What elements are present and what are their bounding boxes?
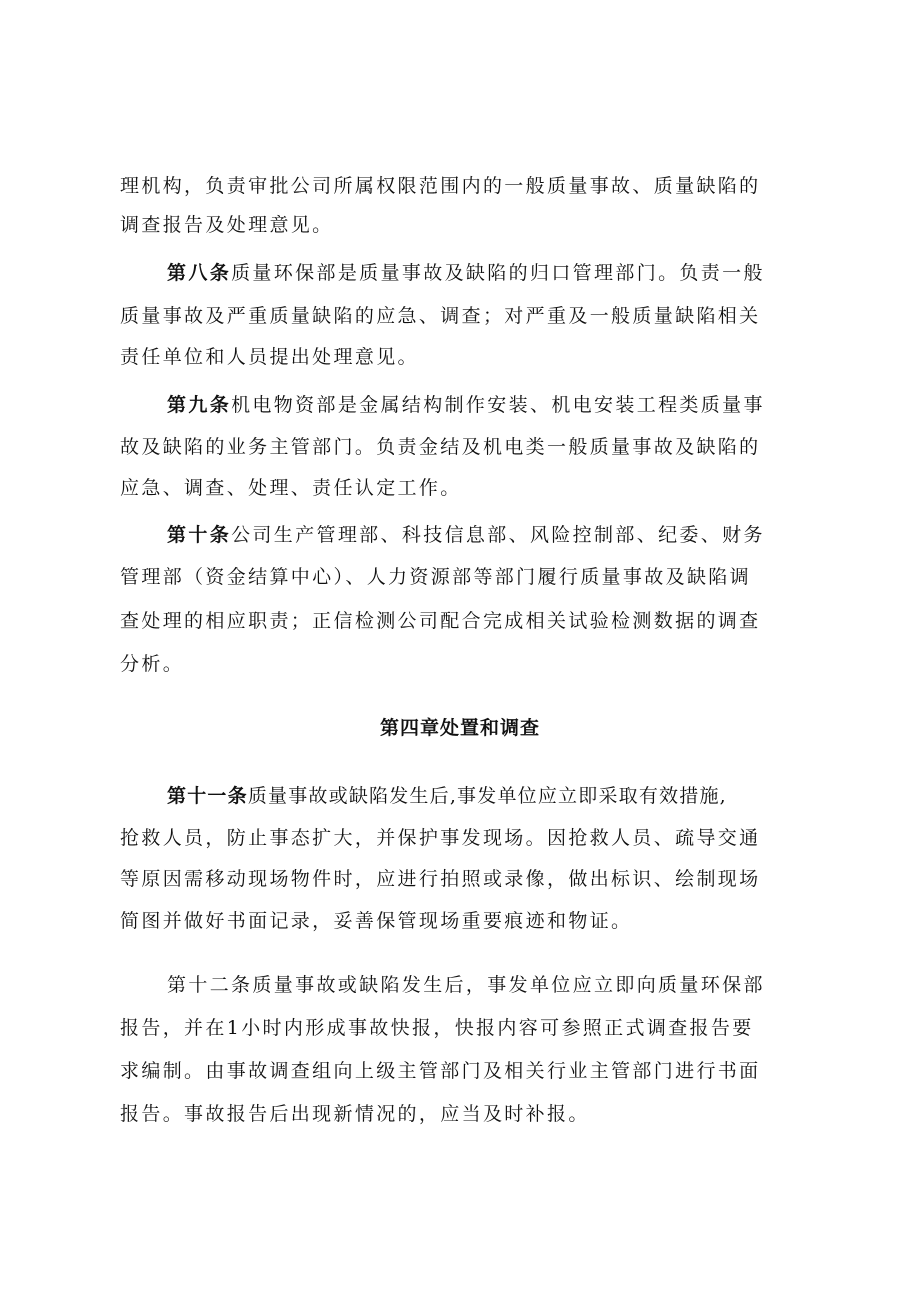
paragraph-line: 报告。事故报告后出现新情况的，应当及时补报。 xyxy=(120,1103,590,1125)
paragraph-line: 理机构，负责审批公司所属权限范围内的一般质量事故、质量缺陷的 xyxy=(120,175,761,197)
paragraph-line: 分析。 xyxy=(120,653,185,675)
chapter-heading: 第四章处置和调查 xyxy=(379,717,540,739)
article-8-text: 质量环保部是质量事故及缺陷的归口管理部门。负责一般 xyxy=(231,262,765,284)
paragraph-line: 责任单位和人员提出处理意见。 xyxy=(120,346,419,368)
paragraph-line: 故及缺陷的业务主管部门。负责金结及机电类一般质量事故及缺陷的 xyxy=(120,436,761,458)
article-8-first-line xyxy=(167,261,820,285)
article-11-first-line xyxy=(167,784,820,808)
article-12-first-line: 第十二条质量事故或缺陷发生后，事发单位应立即向质量环保部 xyxy=(167,974,765,996)
paragraph-line: 简图并做好书面记录，妥善保管现场重要痕迹和物证。 xyxy=(120,910,633,932)
paragraph-line: 质量事故及严重质量缺陷的应急、调查；对严重及一般质量缺陷相关 xyxy=(120,305,761,327)
paragraph-line: 求编制。由事故调查组向上级主管部门及相关行业主管部门进行书面 xyxy=(120,1060,761,1082)
paragraph-line: 抢救人员，防止事态扩大，并保护事发现场。因抢救人员、疏导交通 xyxy=(120,827,761,849)
article-10-first-line xyxy=(167,523,820,547)
article-8-label: 第八条 xyxy=(167,262,232,284)
article-10-label: 第十条 xyxy=(167,524,232,546)
article-9-label: 第九条 xyxy=(167,394,232,416)
paragraph-line: 报告，并在1小时内形成事故快报，快报内容可参照正式调查报告要 xyxy=(120,1017,754,1039)
article-9-first-line xyxy=(167,393,820,417)
article-9-text: 机电物资部是金属结构制作安装、机电安装工程类质量事 xyxy=(231,394,765,416)
paragraph-line: 调查报告及处理意见。 xyxy=(120,214,334,236)
paragraph-line: 管理部（资金结算中心）、人力资源部等部门履行质量事故及缺陷调 xyxy=(120,566,752,588)
article-11-label: 第十一条 xyxy=(167,785,248,807)
paragraph-line: 应急、调查、处理、责任认定工作。 xyxy=(120,477,462,499)
paragraph-line: 等原因需移动现场物件时，应进行拍照或录像，做出标识、绘制现场 xyxy=(120,868,761,890)
article-10-text: 公司生产管理部、科技信息部、风险控制部、纪委、财务 xyxy=(231,524,765,546)
paragraph-line: 查处理的相应职责；正信检测公司配合完成相关试验检测数据的调查 xyxy=(120,610,761,632)
article-11-text: 质量事故或缺陷发生后,事发单位应立即采取有效措施, xyxy=(247,785,727,807)
